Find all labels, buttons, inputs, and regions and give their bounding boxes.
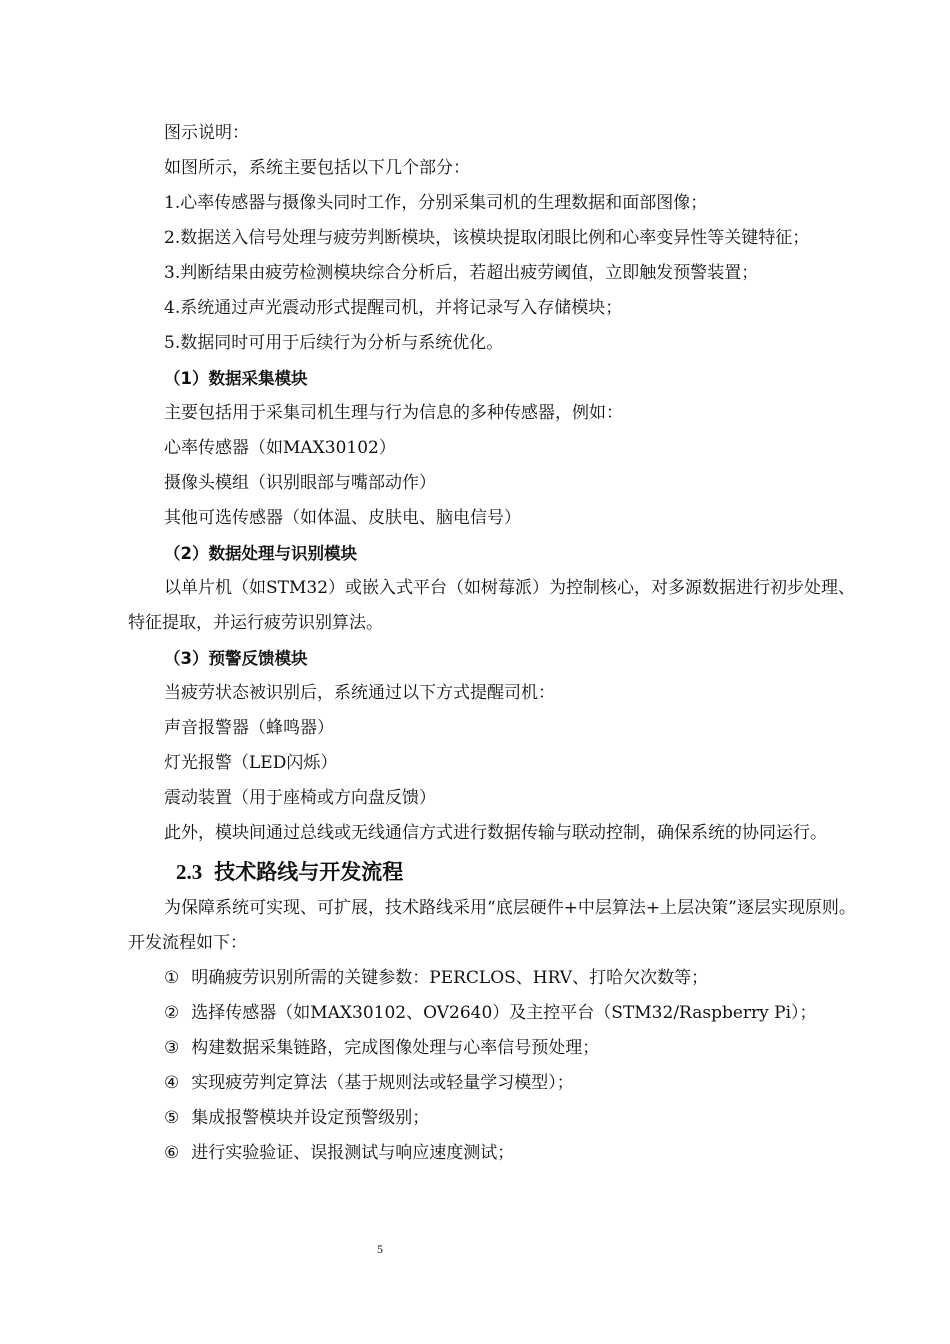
step-marker: ⑤ (164, 1108, 180, 1128)
step-item (128, 1066, 860, 1101)
section-intro: 为保障系统可实现、可扩展，技术路线采用“底层硬件+中层算法+上层决策”逐层实现原则。开发流程如下： (128, 898, 856, 953)
intro-item: 1.心率传感器与摄像头同时工作，分别采集司机的生理数据和面部图像； (164, 193, 708, 213)
section-number: 2.3 (176, 860, 203, 884)
intro-lead: 如图所示，系统主要包括以下几个部分： (164, 158, 470, 178)
step-marker: ④ (164, 1073, 180, 1093)
module3-item: 声音报警器（蜂鸣器） (164, 718, 334, 738)
step-text: 进行实验验证、误报测试与响应速度测试； (191, 1143, 515, 1163)
intro-item: 2.数据送入信号处理与疲劳判断模块，该模块提取闭眼比例和心率变异性等关键特征； (164, 228, 810, 248)
intro-item: 3.判断结果由疲劳检测模块综合分析后，若超出疲劳阈值，立即触发预警装置； (164, 263, 759, 283)
section-title: 技术路线与开发流程 (214, 860, 404, 884)
step-text: 实现疲劳判定算法（基于规则法或轻量学习模型）； (191, 1073, 574, 1093)
step-text: 明确疲劳识别所需的关键参数：PERCLOS、HRV、打哈欠次数等； (191, 968, 709, 988)
step-marker: ① (164, 968, 180, 988)
section-heading (176, 853, 860, 891)
step-marker: ③ (164, 1038, 180, 1058)
step-marker: ⑥ (164, 1143, 180, 1163)
intro-item: 5.数据同时可用于后续行为分析与系统优化。 (164, 333, 504, 353)
step-marker: ② (164, 1003, 180, 1023)
step-item (128, 1101, 860, 1136)
module2-desc: 以单片机（如STM32）或嵌入式平台（如树莓派）为控制核心，对多源数据进行初步处理、特征提取，并运行疲劳识别算法。 (128, 578, 856, 633)
module1-item: 心率传感器（如MAX30102） (164, 438, 396, 458)
step-item (128, 1031, 860, 1066)
step-item (128, 996, 860, 1031)
module1-item: 摄像头模组（识别眼部与嘴部动作） (164, 473, 436, 493)
page-content (128, 116, 860, 1171)
module2-title: （2）数据处理与识别模块 (164, 544, 357, 563)
module1-item: 其他可选传感器（如体温、皮肤电、脑电信号） (164, 508, 521, 528)
step-text: 集成报警模块并设定预警级别； (191, 1108, 430, 1128)
module1-title: （1）数据采集模块 (164, 369, 308, 388)
page-number: 5 (377, 1242, 383, 1256)
module3-item: 灯光报警（LED闪烁） (164, 753, 338, 773)
intro-heading: 图示说明： (164, 123, 249, 143)
step-text: 构建数据采集链路，完成图像处理与心率信号预处理； (191, 1038, 600, 1058)
module3-desc: 当疲劳状态被识别后，系统通过以下方式提醒司机： (164, 683, 555, 703)
intro-item: 4.系统通过声光震动形式提醒司机，并将记录写入存储模块； (164, 298, 623, 318)
module1-desc: 主要包括用于采集司机生理与行为信息的多种传感器，例如： (164, 403, 623, 423)
module3-item: 震动装置（用于座椅或方向盘反馈） (164, 788, 436, 808)
step-item (128, 1136, 860, 1171)
step-item (128, 961, 860, 996)
module3-title: （3）预警反馈模块 (164, 649, 308, 668)
module3-closing: 此外，模块间通过总线或无线通信方式进行数据传输与联动控制，确保系统的协同运行。 (164, 823, 827, 843)
step-text: 选择传感器（如MAX30102、OV2640）及主控平台（STM32/Raspberry Pi）； (191, 1003, 817, 1023)
